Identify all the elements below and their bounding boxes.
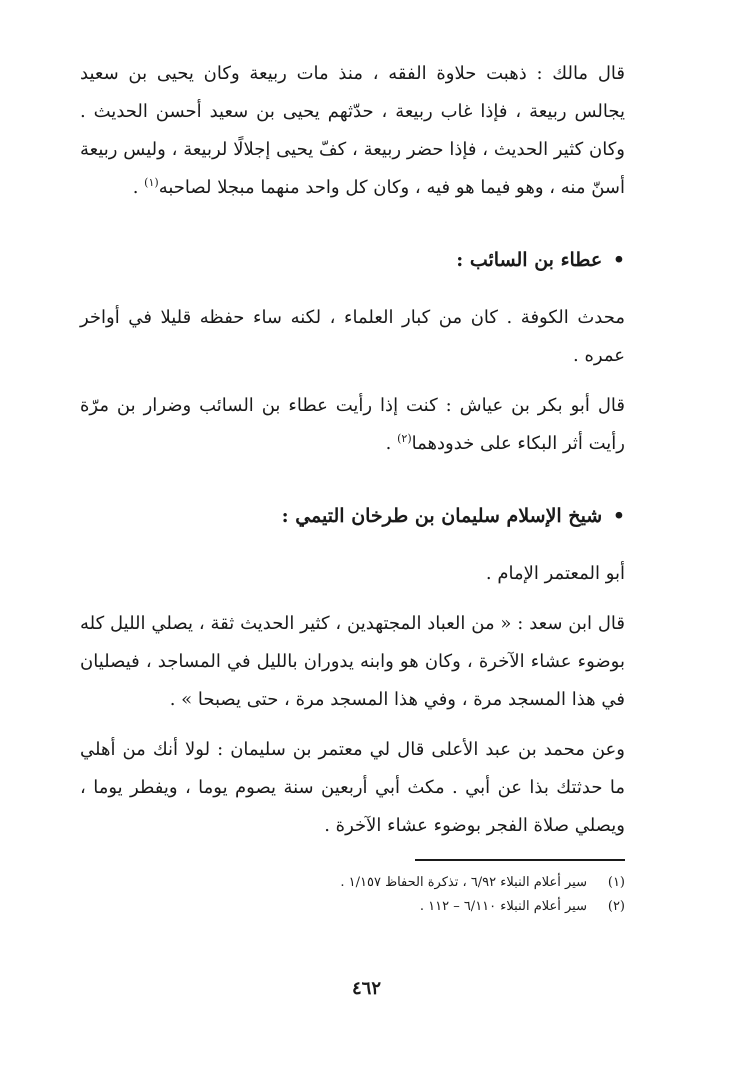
footnote-1 [80,871,625,895]
page-body [80,55,625,919]
footnote-ref-2[interactable]: (٢) [397,432,412,445]
paragraph-muhammad: وعن محمد بن عبد الأعلى قال لي معتمر بن سليمان : لولا أنك من أهلي ما حدثتك بذا عن أبي . مكث أبي أربعين سنة يصوم يوما ، ويفطر يوما ، ويصلي صلاة الفجر بوضوء عشاء الآخرة . [80,739,625,836]
footnote-text: سير أعلام النبلاء ٦/٩٢ ، تذكرة الحفاظ ١/١٥٧ . [340,875,587,890]
paragraph-malik-text: قال مالك : ذهبت حلاوة الفقه ، منذ مات ربيعة وكان يحيى بن سعيد يجالس ربيعة ، فإذا غاب ربيعة ، حدّثهم يحيى بن سعيد أحسن الحديث . وكان كثير الحديث ، فإذا حضر ربيعة ، كفّ يحيى إجلالًا لربيعة ، وليس ربيعة أسنّ منه ، وهو فيما هو فيه ، وكان كل واحد منهما مبجلا لصاحبه [80,63,625,198]
heading-ata-text: عطاء بن السائب : [456,249,603,271]
paragraph-abu-bakr [80,387,625,463]
footnote-number: (٢) [607,899,625,914]
paragraph-ata-intro: محدث الكوفة . كان من كبار العلماء ، لكنه ساء حفظه قليلا في أواخر عمره . [80,307,625,366]
paragraph-abu-bakr-text: قال أبو بكر بن عياش : كنت إذا رأيت عطاء بن السائب وضرار بن مرّة رأيت أثر البكاء على خدودهما [80,395,625,454]
bullet-icon: • [612,249,625,271]
paragraph-ibn-saad: قال ابن سعد : « من العباد المجتهدين ، كثير الحديث ثقة ، يصلي الليل كله بوضوء عشاء الآخرة ، وكان هو وابنه يدوران بالليل في المساجد ، فيصليان في هذا المسجد مرة ، وفي هذا المسجد مرة ، حتى يصبحا » . [80,613,625,710]
heading-sulayman-text: شيخ الإسلام سليمان بن طرخان التيمي : [281,505,603,527]
paragraph-abu-bakr-end: . [385,433,398,454]
heading-ata [80,241,625,279]
footnote-text: سير أعلام النبلاء ٦/١١٠ – ١١٢ . [419,899,587,914]
footnote-number: (١) [607,875,625,890]
paragraph-malik-end: . [132,177,145,198]
footnote-ref-1[interactable]: (١) [144,176,159,189]
paragraph-malik [80,55,625,207]
paragraph-abu-mutamir: أبو المعتمر الإمام . [485,563,625,584]
footnotes [80,871,625,919]
page-number: ٤٦٢ [351,978,381,999]
heading-sulayman [80,497,625,535]
bullet-icon: • [612,505,625,527]
footnote-divider [415,859,625,861]
footnote-2 [80,895,625,919]
